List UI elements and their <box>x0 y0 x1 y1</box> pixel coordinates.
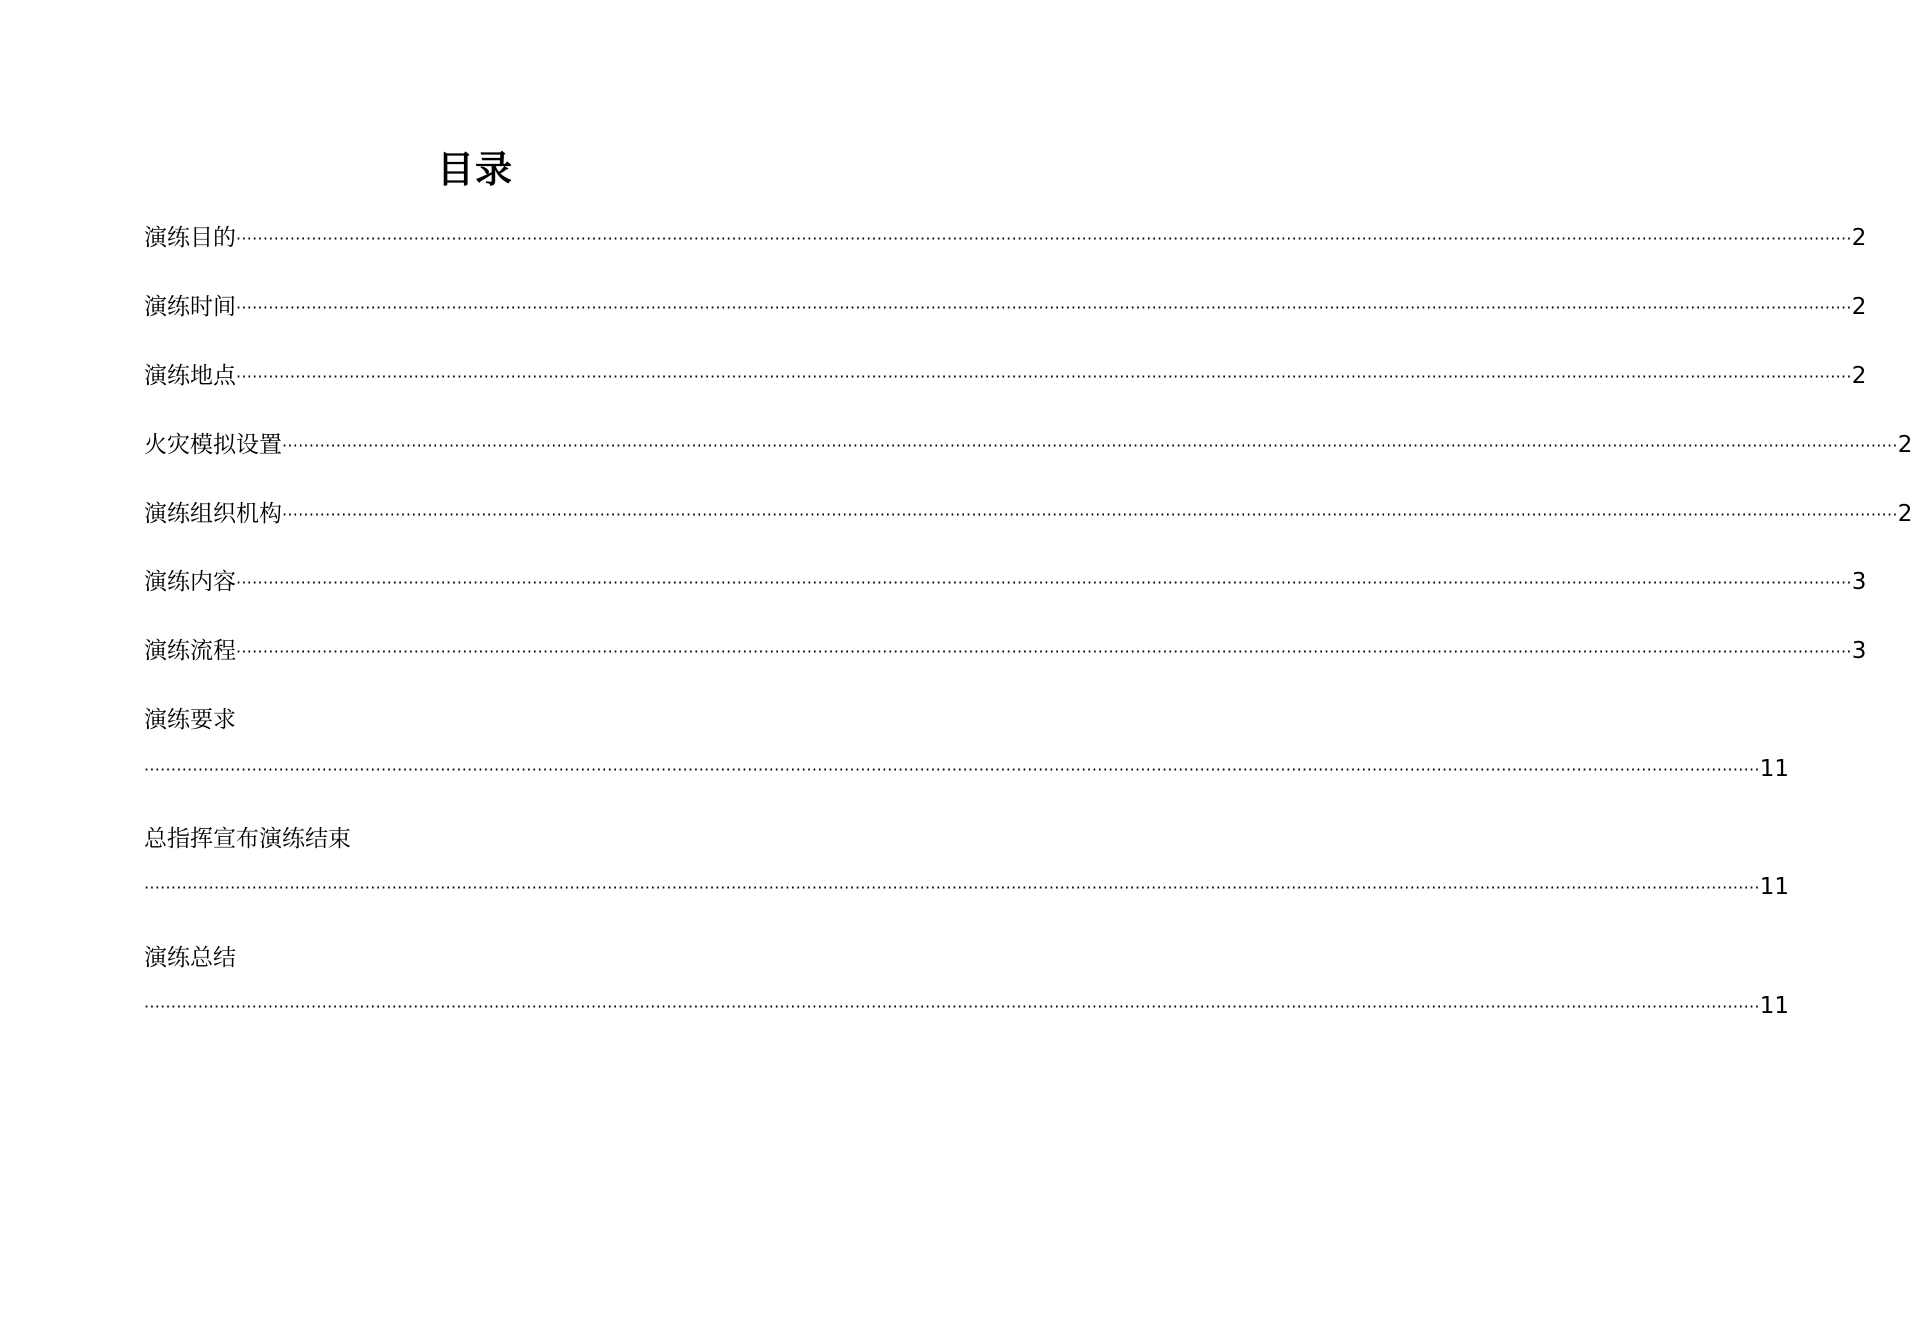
toc-entry[interactable] <box>144 635 1867 667</box>
toc-entry-label: 总指挥宣布演练结束 <box>144 826 351 852</box>
toc-entry[interactable] <box>144 942 544 974</box>
page-title: 目录 <box>437 148 513 191</box>
toc-dot-leader: ············································································································································································································································································································ <box>282 505 1898 524</box>
toc-entry[interactable] <box>144 429 1912 461</box>
toc-entry-label: 演练总结 <box>144 945 236 971</box>
toc-entry-label: 演练时间 <box>144 294 236 320</box>
toc-entry-continuation[interactable] <box>144 990 1790 1022</box>
toc-entry-label: 演练流程 <box>144 638 236 664</box>
toc-dot-leader: ············································································································································································································································································································ <box>236 642 1852 661</box>
toc-entry[interactable] <box>144 566 1867 598</box>
toc-page-number: 11 <box>1759 993 1790 1019</box>
toc-entry-label: 演练要求 <box>144 707 236 733</box>
toc-entry[interactable] <box>144 498 1912 530</box>
toc-dot-leader: ············································································································································································································································································································ <box>144 878 1760 897</box>
toc-page-number: 2 <box>1851 363 1867 389</box>
toc-entry-continuation[interactable] <box>144 871 1790 903</box>
toc-dot-leader: ············································································································································································································································································································ <box>282 436 1898 455</box>
toc-entry-label: 演练目的 <box>144 225 236 251</box>
toc-entry[interactable] <box>144 360 1867 392</box>
toc-entry-label: 火灾模拟设置 <box>144 432 282 458</box>
toc-entry-label: 演练组织机构 <box>144 501 282 527</box>
toc-page-number: 2 <box>1897 501 1912 527</box>
toc-dot-leader: ············································································································································································································································································································ <box>236 573 1852 592</box>
toc-dot-leader: ············································································································································································································································································································ <box>236 367 1852 386</box>
toc-page-number: 3 <box>1851 638 1867 664</box>
toc-page-number: 2 <box>1851 294 1867 320</box>
toc-entry[interactable] <box>144 291 1867 323</box>
toc-entry[interactable] <box>144 823 544 855</box>
toc-page-number: 2 <box>1851 225 1867 251</box>
toc-dot-leader: ············································································································································································································································································································ <box>144 760 1760 779</box>
toc-dot-leader: ············································································································································································································································································································ <box>236 298 1852 317</box>
toc-dot-leader: ············································································································································································································································································································ <box>144 997 1760 1016</box>
toc-entry-label: 演练地点 <box>144 363 236 389</box>
toc-page-number: 3 <box>1851 569 1867 595</box>
toc-page-number: 11 <box>1759 756 1790 782</box>
toc-entry[interactable] <box>144 222 1867 254</box>
toc-entry-continuation[interactable] <box>144 753 1790 785</box>
toc-entry[interactable] <box>144 704 544 736</box>
toc-dot-leader: ············································································································································································································································································································ <box>236 229 1852 248</box>
toc-entry-label: 演练内容 <box>144 569 236 595</box>
toc-page-number: 11 <box>1759 874 1790 900</box>
toc-page-number: 2 <box>1897 432 1912 458</box>
